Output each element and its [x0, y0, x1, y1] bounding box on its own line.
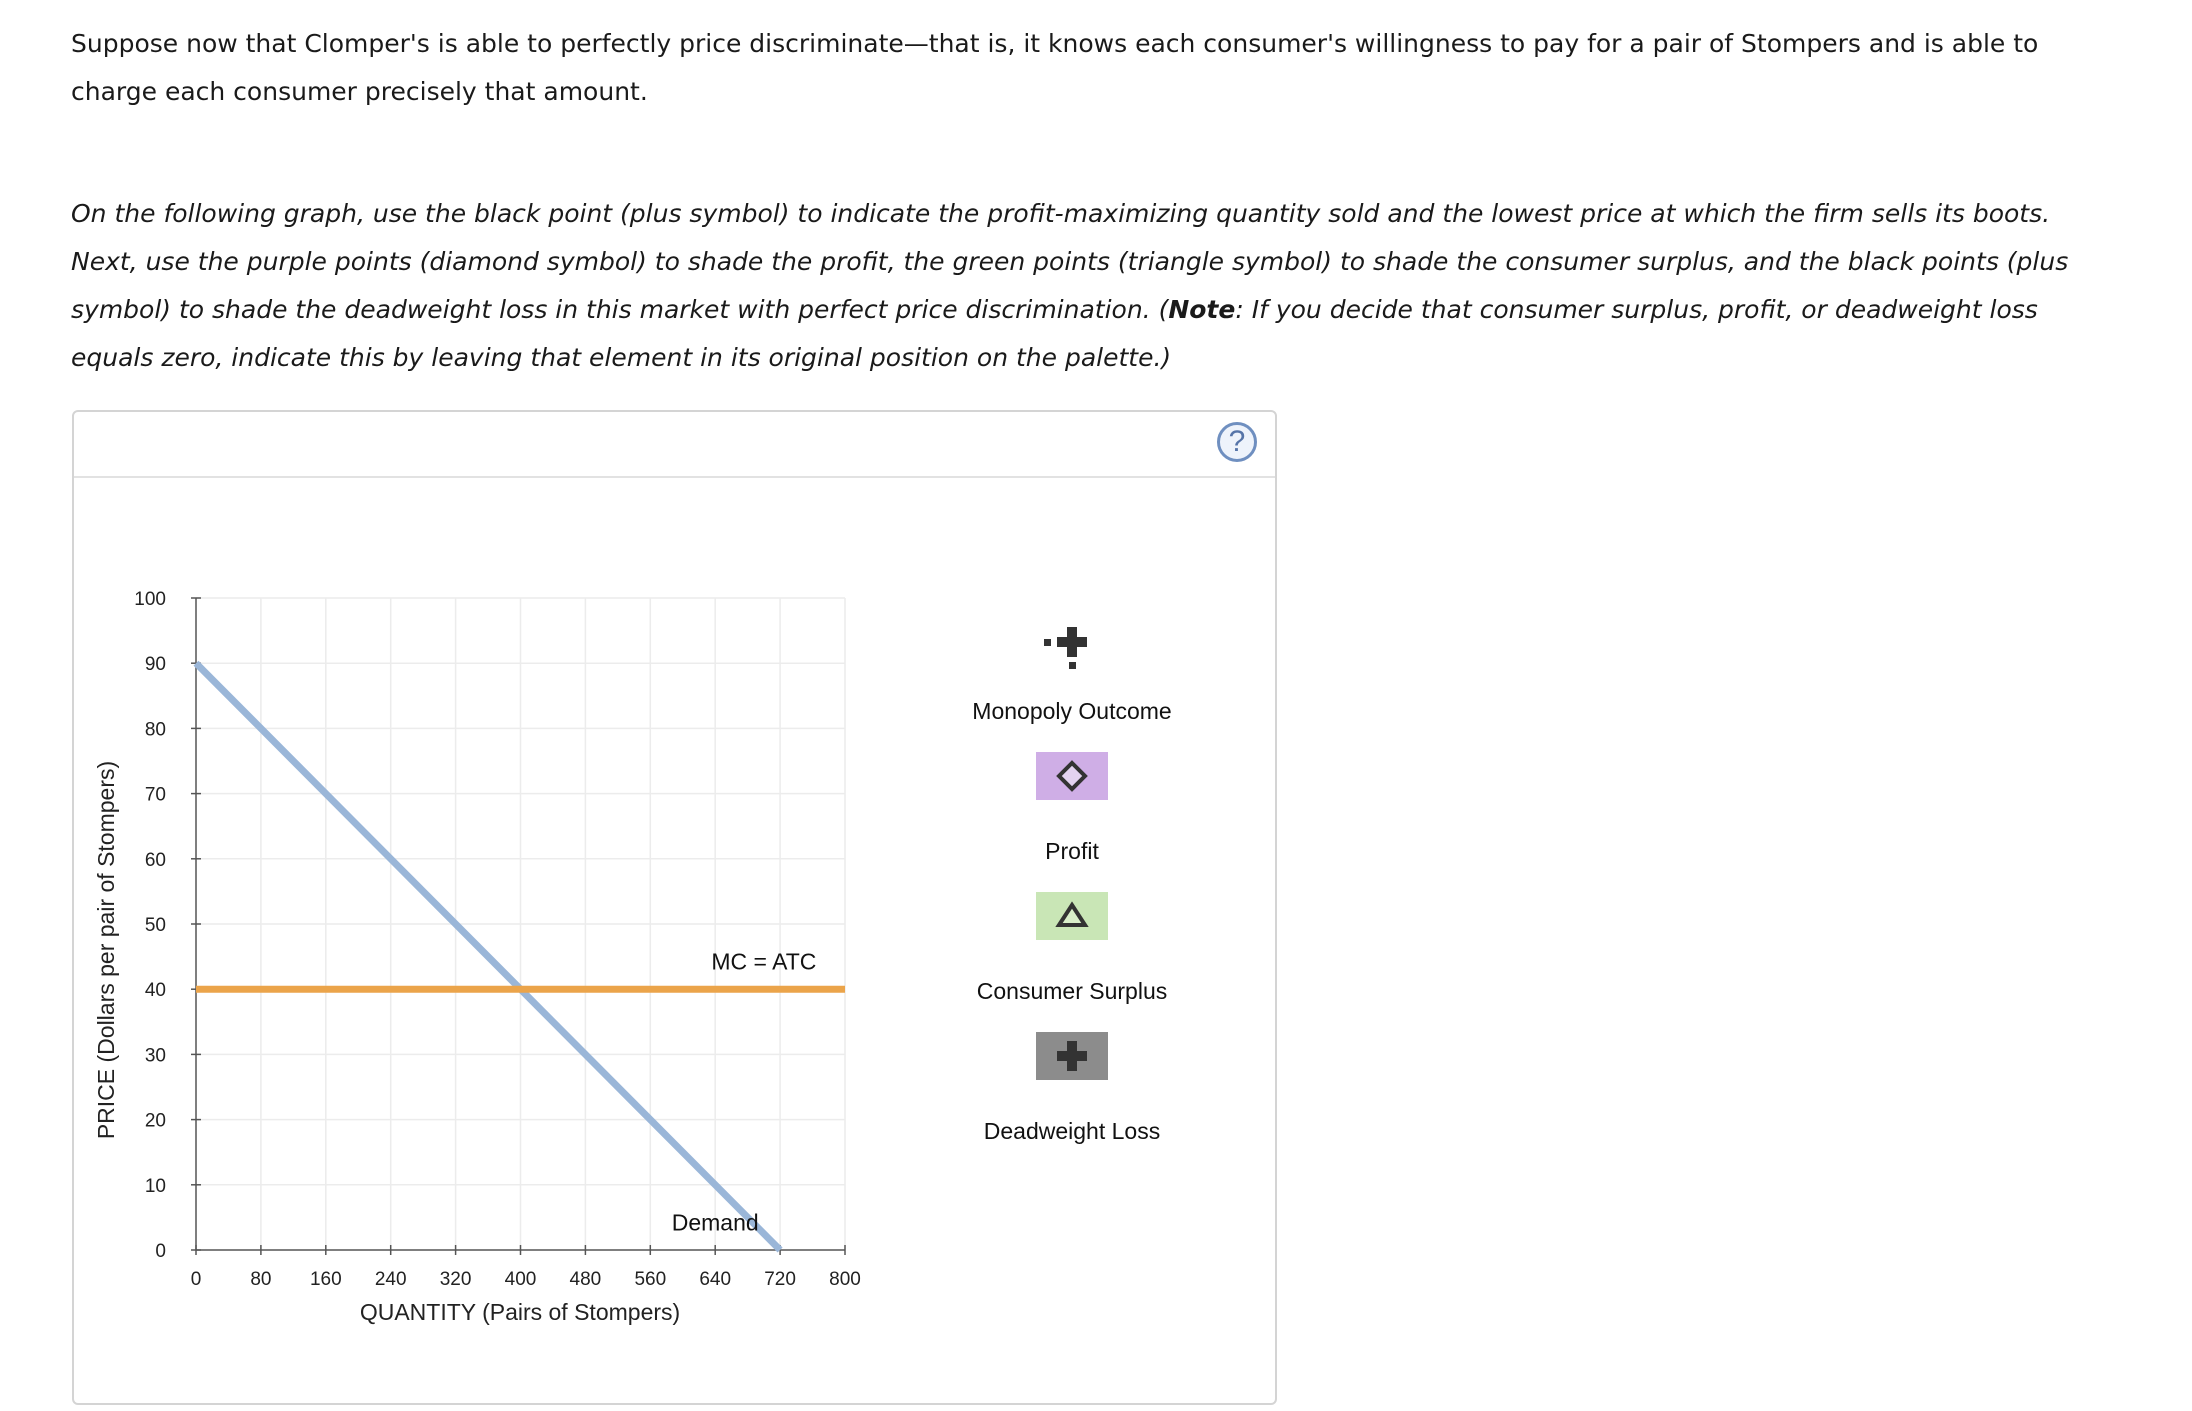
x-tick-label: 800: [829, 1269, 861, 1290]
palette-label-monopoly: Monopoly Outcome: [972, 698, 1172, 724]
palette-monopoly-outcome[interactable]: [1044, 627, 1087, 669]
instructions-part1: On the following graph, use the black point (plus symbol) to indicate the profit-maximizing quantity sold and the lowest price at which the firm sells its boots. Next, use the purple points (diamond symbol) to shade the profit, the green points (triangle symbol) to shade the consumer surplus, and the black points (plus symbol) to shade the deadweight loss in this market with perfect price discrimination. (: [71, 199, 2069, 324]
note-label: Note: [1168, 295, 1236, 324]
x-tick-label: 560: [634, 1269, 667, 1290]
x-tick-label: 0: [190, 1269, 202, 1290]
x-tick-label: 160: [309, 1269, 342, 1290]
y-tick-label: 80: [144, 719, 166, 741]
y-tick-label: 30: [144, 1045, 166, 1067]
x-tick-label: 480: [569, 1269, 602, 1290]
y-tick-label: 90: [144, 654, 166, 676]
x-tick-label: 720: [764, 1269, 796, 1290]
palette: [972, 627, 1171, 1144]
demand-curve: [196, 663, 780, 1250]
plus-icon[interactable]: [1044, 627, 1087, 669]
palette-label-consumer-surplus: Consumer Surplus: [976, 978, 1168, 1004]
instructions-paragraph: [71, 190, 2071, 382]
curve-label: MC = ATC: [711, 948, 817, 975]
palette-label-profit: Profit: [1045, 838, 1099, 864]
x-tick-label: 640: [699, 1269, 732, 1290]
y-tick-label: 20: [144, 1110, 166, 1132]
x-tick-label: 80: [250, 1269, 272, 1290]
graph-panel: [72, 410, 1277, 1405]
x-tick-label: 240: [374, 1269, 407, 1290]
palette-label-deadweight-loss: Deadweight Loss: [983, 1118, 1161, 1144]
x-axis-title: QUANTITY (Pairs of Stompers): [359, 1299, 681, 1325]
chart-grid: [196, 598, 845, 1250]
y-tick-label: 70: [144, 784, 166, 806]
y-tick-label: 60: [144, 849, 166, 871]
palette-profit[interactable]: [1036, 752, 1108, 800]
chart: [74, 412, 1275, 1403]
instructions-part2: : If you decide that consumer surplus, profit, or deadweight loss equals zero, indicate this by leaving that element in its original position on the palette.): [71, 295, 2038, 372]
y-tick-label: 100: [134, 589, 166, 610]
curve-label: Demand: [671, 1209, 759, 1236]
x-tick-label: 400: [504, 1269, 537, 1290]
y-tick-label: 0: [155, 1241, 166, 1262]
y-axis-title: PRICE (Dollars per pair of Stompers): [93, 760, 119, 1140]
x-tick-label: 320: [439, 1269, 472, 1290]
palette-consumer-surplus[interactable]: [1036, 892, 1108, 940]
y-tick-label: 40: [144, 980, 166, 1002]
y-tick-label: 10: [144, 1175, 166, 1197]
help-icon[interactable]: ?: [1217, 422, 1257, 462]
y-tick-label: 50: [144, 915, 166, 936]
intro-paragraph: Suppose now that Clomper's is able to perfectly price discriminate—that is, it knows each consumer's willingness to pay for a pair of Stompers and is able to charge each consumer precisely that amount.: [71, 29, 2039, 106]
palette-deadweight-loss[interactable]: [1036, 1032, 1108, 1080]
